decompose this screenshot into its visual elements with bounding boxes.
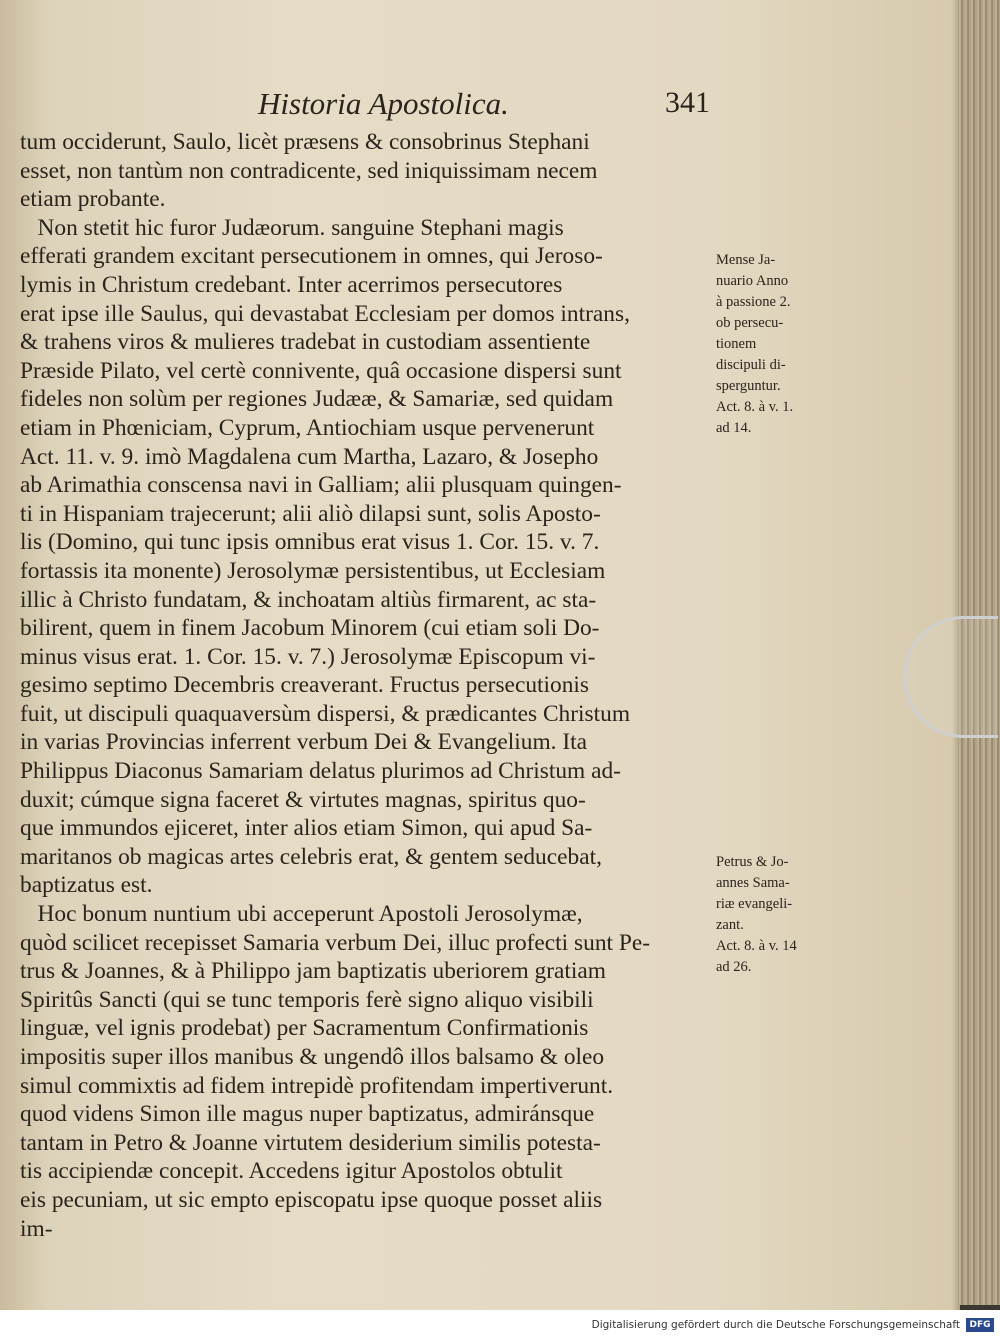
text-line: tis accipiendæ concepit. Accedens igitur Apostolos obtulit (20, 1158, 563, 1185)
text-line: quòd scilicet recepisset Samaria verbum Dei, illuc profecti sunt Pe- (20, 929, 651, 956)
text-line: Hoc bonum nuntium ubi acceperunt Apostoli Jerosolymæ, (20, 901, 583, 928)
margin-note-line: ob persecu- (716, 315, 784, 331)
text-line: linguæ, vel ignis prodebat) per Sacramentum Confirmationis (20, 1015, 589, 1042)
margin-note-line: annes Sama- (716, 875, 790, 891)
text-line: baptizatus est. (20, 872, 153, 899)
margin-note-petrus-joannes (716, 852, 846, 978)
margin-note-line: à passione 2. (716, 294, 791, 310)
footer-bar (0, 1310, 1000, 1340)
text-line: esset, non tantùm non contradicente, sed iniquissimam necem (20, 157, 598, 184)
text-line: efferati grandem excitant persecutionem in omnes, qui Jeroso- (20, 243, 603, 270)
text-line: tum occiderunt, Saulo, licèt præsens & consobrinus Stephani (20, 129, 590, 155)
margin-note-line: Act. 8. à v. 14 (716, 938, 797, 954)
text-line: gesimo septimo Decembris creaverant. Fructus persecutionis (20, 672, 590, 699)
text-line: minus visus erat. 1. Cor. 15. v. 7.) Jerosolymæ Episcopum vi- (20, 643, 596, 670)
text-line: in varias Provincias inferrent verbum Dei & Evangelium. Ita (20, 729, 588, 756)
text-line: & trahens viros & mulieres tradebat in custodiam assentiente (20, 329, 591, 356)
text-line: erat ipse ille Saulus, qui devastabat Ecclesiam per domos intrans, (20, 300, 630, 327)
text-line: impositis super illos manibus & ungendô illos balsamo & oleo (20, 1044, 605, 1070)
margin-note-line: Petrus & Jo- (716, 854, 789, 870)
text-line: etiam probante. (20, 186, 166, 213)
text-line: maritanos ob magicas artes celebris erat, & gentem seducebat, (20, 843, 602, 870)
text-line: ti in Hispaniam trajecerunt; alii aliò dilapsi sunt, solis Aposto- (20, 500, 601, 527)
main-text-block (20, 128, 708, 1243)
text-line: im- (20, 1215, 53, 1242)
margin-note-line: nuario Anno (716, 273, 789, 289)
text-line: trus & Joannes, & à Philippo jam baptizatis uberiorem gratiam (20, 958, 606, 985)
margin-note-line: zant. (716, 917, 744, 933)
text-line: etiam in Phœniciam, Cyprum, Antiochiam usque pervenerunt (20, 414, 595, 441)
text-line: fuit, ut discipuli quaquaversùm dispersi, & prædicantes Christum (20, 700, 631, 727)
text-line: simul commixtis ad fidem intrepidè profitendam impertiverunt. (20, 1072, 614, 1099)
digitization-credit: Digitalisierung gefördert durch die Deutsche Forschungsgemeinschaft (591, 1319, 960, 1331)
text-line: Philippus Diaconus Samariam delatus plurimos ad Christum ad- (20, 758, 621, 785)
text-line: duxit; cúmque signa faceret & virtutes magnas, spiritus quo- (20, 786, 586, 813)
margin-note-line: Mense Ja- (716, 252, 776, 268)
text-line: Non stetit hic furor Judæorum. sanguine Stephani magis (20, 214, 564, 241)
margin-note-line: ad 26. (716, 959, 752, 975)
text-line: quod videns Simon ille magus nuper baptizatus, admiránsque (20, 1101, 595, 1128)
text-line: fortassis ita monente) Jerosolymæ persistentibus, ut Ecclesiam (20, 557, 606, 584)
text-line: bilirent, quem in finem Jacobum Minorem (cui etiam soli Do- (20, 615, 600, 642)
margin-note-line: tionem (716, 336, 757, 352)
text-line: Act. 11. v. 9. imò Magdalena cum Martha, Lazaro, & Josepho (20, 443, 599, 470)
text-line: Præside Pilato, vel certè connivente, quâ occasione dispersi sunt (20, 357, 622, 384)
margin-note-line: Act. 8. à v. 1. (716, 399, 794, 415)
margin-note-line: discipuli di- (716, 357, 786, 373)
margin-note-line: ad 14. (716, 420, 752, 436)
text-line: lymis in Christum credebant. Inter acerrimos persecutores (20, 271, 563, 298)
text-line: illic à Christo fundatam, & inchoatam altiùs firmarent, ac sta- (20, 586, 597, 613)
text-line: que immundos ejiceret, inter alios etiam Simon, qui apud Sa- (20, 815, 593, 842)
margin-note-persecution (716, 250, 846, 439)
text-line: tantam in Petro & Joanne virtutem desiderium similis potesta- (20, 1129, 601, 1156)
text-line: Spiritûs Sancti (qui se tunc temporis ferè signo aliquo visibili (20, 986, 594, 1013)
text-line: eis pecuniam, ut sic empto episcopatu ipse quoque posset aliis (20, 1186, 603, 1213)
page-number: 341 (665, 86, 710, 119)
margin-note-line: sperguntur. (716, 378, 781, 394)
dfg-logo: DFG (966, 1318, 994, 1332)
text-line: fideles non solùm per regiones Judææ, & Samariæ, sed quidam (20, 386, 614, 413)
text-line: lis (Domino, qui tunc ipsis omnibus erat visus 1. Cor. 15. v. 7. (20, 529, 600, 556)
text-line: ab Arimathia conscensa navi in Galliam; alii plusquam quingen- (20, 472, 622, 499)
page-header (40, 84, 710, 124)
running-title: Historia Apostolica. (258, 86, 509, 121)
margin-note-line: riæ evangeli- (716, 896, 793, 912)
